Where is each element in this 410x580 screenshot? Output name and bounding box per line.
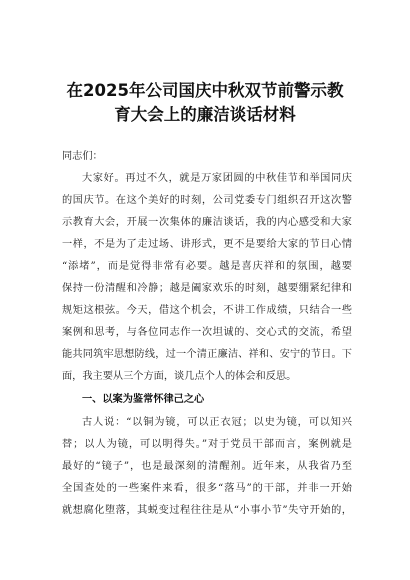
paragraph-1-line: “添堵”，而是觉得非常有必要。越是喜庆祥和的氛围，越要 <box>62 261 352 272</box>
paragraph-2-line: 替；以人为镜，可以明得失。”对于党员干部而言，案例就是 <box>62 439 352 450</box>
paragraph-1-line: 的国庆节。在这个美好的时刻，公司党委专门组织召开这次警 <box>62 195 352 206</box>
paragraph-2-line: 古人说：“以铜为镜，可以正衣冠；以史为镜，可以知兴 <box>82 417 352 428</box>
document-title-line-2: 育大会上的廉洁谈话材料 <box>114 105 296 124</box>
paragraph-1-line: 一样，不是为了走过场、讲形式，更不是要给大家的节日心情 <box>62 239 352 250</box>
paragraph-1-line: 案例和思考，与各位同志作一次坦诚的、交心式的交流，希望 <box>62 327 352 338</box>
paragraph-1-line: 保持一份清醒和冷静；越是阖家欢乐的时刻，越要绷紧纪律和 <box>62 283 352 294</box>
paragraph-1-line: 规矩这根弦。今天，借这个机会，不讲工作成绩，只结合一些 <box>62 305 352 316</box>
salutation: 同志们： <box>62 151 103 162</box>
section-heading-1: 一、以案为鉴常怀律己之心 <box>82 394 205 405</box>
paragraph-1-line: 大家好。再过不久，就是万家团圆的中秋佳节和举国同庆 <box>82 173 352 184</box>
paragraph-2-line: 最好的“镜子”，也是最深刻的清醒剂。近年来，从我省乃至 <box>62 461 352 472</box>
paragraph-2-line: 全国查处的一些案件来看，很多“落马”的干部，并非一开始 <box>62 483 352 494</box>
paragraph-1-line: 面，我主要从三个方面，谈几点个人的体会和反思。 <box>62 371 297 382</box>
paragraph-1-line: 能共同筑牢思想防线，过一个清正廉洁、祥和、安宁的节日。下 <box>62 349 352 360</box>
paragraph-1-line: 示教育大会，开展一次集体的廉洁谈话，我的内心感受和大家 <box>62 217 352 228</box>
paragraph-2-line: 就想腐化堕落，其蜕变过程往往是从“小事小节”失守开始的， <box>62 505 352 516</box>
document-title-line-1: 在2025年公司国庆中秋双节前警示教 <box>66 81 344 100</box>
